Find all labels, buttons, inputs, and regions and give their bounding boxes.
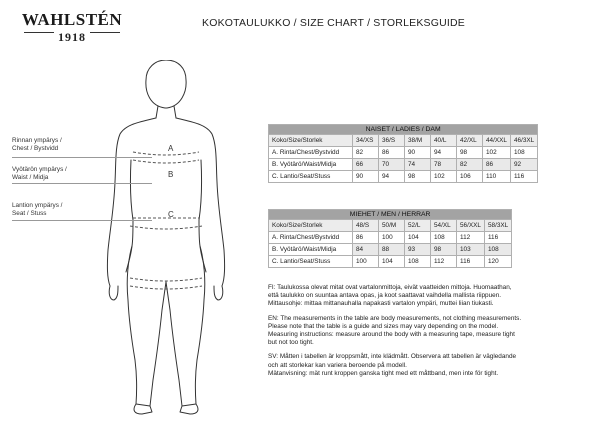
notes-block — [268, 284, 588, 384]
table-cell: 106 — [457, 171, 483, 183]
table-cell: 112 — [431, 256, 457, 268]
measure-label-waist: Vyötärön ympärys / Waist / Midja — [12, 166, 67, 181]
measure-label-seat: Lantion ympärys / Seat / Stuss — [12, 202, 63, 217]
table-cell: 90 — [353, 171, 379, 183]
size-header-cell: 44/XXL — [483, 135, 511, 147]
measure-line-seat — [12, 220, 152, 221]
table-cell: 98 — [457, 147, 483, 159]
row-label: B. Vyötärö/Waist/Midja — [269, 159, 353, 171]
size-header-cell: 42/XL — [457, 135, 483, 147]
table-cell: 110 — [483, 171, 511, 183]
table-cell: 100 — [379, 232, 405, 244]
table-cell: 84 — [353, 244, 379, 256]
table-row — [269, 256, 512, 268]
table-cell: 108 — [405, 256, 431, 268]
row-label: C. Lantio/Seat/Stuss — [269, 171, 353, 183]
size-header-cell: 58/3XL — [484, 220, 511, 232]
men-size-table — [268, 209, 512, 268]
table-cell: 104 — [405, 232, 431, 244]
table-cell: 112 — [457, 232, 485, 244]
table-row — [269, 232, 512, 244]
size-header-cell: 52/L — [405, 220, 431, 232]
size-header-cell: 36/S — [379, 135, 405, 147]
table-cell: 116 — [510, 171, 537, 183]
table-cell: 108 — [484, 244, 511, 256]
table-cell: 104 — [379, 256, 405, 268]
size-header-cell: 50/M — [379, 220, 405, 232]
men-section-header: MIEHET / MEN / HERRAR — [269, 210, 512, 220]
size-header-cell: 34/XS — [353, 135, 379, 147]
table-cell: 70 — [379, 159, 405, 171]
row-label: A. Rinta/Chest/Bystvidd — [269, 232, 353, 244]
size-header-cell: 56/XXL — [457, 220, 485, 232]
size-header-cell: 48/S — [353, 220, 379, 232]
table-header-row — [269, 135, 538, 147]
size-header-cell: 40/L — [431, 135, 457, 147]
size-header-cell: 46/3XL — [510, 135, 537, 147]
note-fi: FI: Taulukossa olevat mitat ovat vartalonmittoja, eivät vaatteiden mittoja. Huomaathan, että taulukko on suuntaa antava opas, ja koot saattavat vaihdella mallista riippuen. Mittausohje: mittaa mittanauhalla napakasti vartalon ympäri, muttei liian tiukasti. — [268, 284, 512, 308]
body-silhouette — [0, 60, 270, 420]
table-cell: 98 — [405, 171, 431, 183]
note-sv: SV: Måtten i tabellen är kroppsmått, inte klädmått. Observera att tabellen är vägledande och att storlekar kan variera beroende på modell. Mätanvisning: mät runt kroppen ganska tight med ett måttband, men inte för tight. — [268, 353, 517, 377]
body-figure — [0, 60, 270, 420]
table-cell: 116 — [484, 232, 511, 244]
table-cell: 82 — [353, 147, 379, 159]
table-cell: 93 — [405, 244, 431, 256]
table-cell: 102 — [483, 147, 511, 159]
table-row — [269, 244, 512, 256]
row-label: A. Rinta/Chest/Bystvidd — [269, 147, 353, 159]
row-label: C. Lantio/Seat/Stuss — [269, 256, 353, 268]
table-cell: 120 — [484, 256, 511, 268]
table-cell: 86 — [353, 232, 379, 244]
table-cell: 74 — [405, 159, 431, 171]
row-label: B. Vyötärö/Waist/Midja — [269, 244, 353, 256]
ladies-size-table — [268, 124, 538, 183]
table-cell: 78 — [431, 159, 457, 171]
measure-letter-b: B — [168, 170, 174, 179]
table-cell: 86 — [379, 147, 405, 159]
table-cell: 88 — [379, 244, 405, 256]
table-header-row — [269, 220, 512, 232]
brand-year: 1918 — [58, 30, 86, 44]
logo-rule-left — [24, 32, 54, 33]
brand-logo — [12, 10, 132, 45]
size-header-cell: 38/M — [405, 135, 431, 147]
table-cell: 86 — [483, 159, 511, 171]
table-cell: 103 — [457, 244, 485, 256]
table-row — [269, 171, 538, 183]
table-cell: 108 — [431, 232, 457, 244]
table-cell: 116 — [457, 256, 485, 268]
table-cell: 90 — [405, 147, 431, 159]
table-cell: 98 — [431, 244, 457, 256]
size-header-label: Koko/Size/Storlek — [269, 220, 353, 232]
note-en: EN: The measurements in the table are body measurements, not clothing measurements. Please note that the table is a guide and sizes may vary depending on the model. Measuring instructions: measure around the body with a measuring tape, measure tight but not too tight. — [268, 314, 522, 347]
table-cell: 66 — [353, 159, 379, 171]
page-title: KOKOTAULUKKO / SIZE CHART / STORLEKSGUIDE — [202, 17, 465, 29]
measure-letter-a: A — [168, 144, 174, 153]
measure-line-chest — [12, 157, 152, 158]
measure-letter-c: C — [168, 210, 174, 219]
table-cell: 102 — [431, 171, 457, 183]
table-cell: 92 — [510, 159, 537, 171]
table-row — [269, 159, 538, 171]
logo-rule-right — [90, 32, 120, 33]
table-cell: 108 — [510, 147, 537, 159]
table-cell: 100 — [353, 256, 379, 268]
measure-label-chest: Rinnan ympärys / Chest / Bystvidd — [12, 137, 62, 152]
brand-name: WAHLSTÉN — [21, 10, 123, 29]
measure-line-waist — [12, 183, 152, 184]
table-cell: 82 — [457, 159, 483, 171]
size-header-label: Koko/Size/Storlek — [269, 135, 353, 147]
size-header-cell: 54/XL — [431, 220, 457, 232]
table-cell: 94 — [431, 147, 457, 159]
ladies-section-header: NAISET / LADIES / DAM — [269, 125, 538, 135]
table-row — [269, 147, 538, 159]
table-cell: 94 — [379, 171, 405, 183]
